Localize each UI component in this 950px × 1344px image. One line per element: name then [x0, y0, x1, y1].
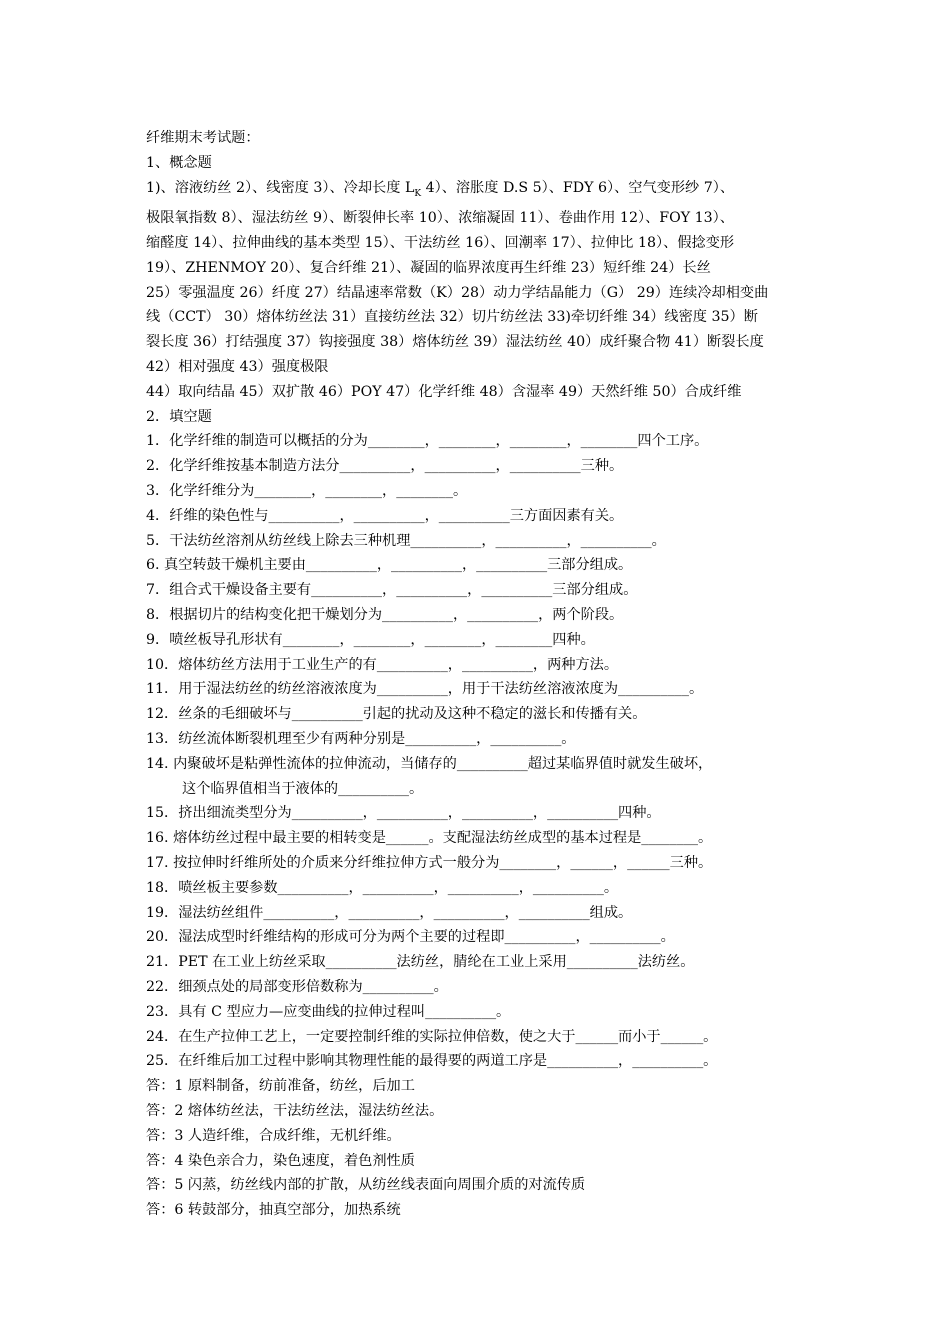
fill-item: 19．湿法纺丝组件__________，__________，__________，__________组成。	[146, 904, 633, 921]
fill-item: 20．湿法成型时纤维结构的形成可分为两个主要的过程即__________，__________。	[146, 929, 675, 946]
answer-line: 答：2 熔体纺丝法，干法纺丝法，湿法纺丝法。	[146, 1102, 444, 1119]
fill-item: 25．在纤维后加工过程中影响其物理性能的最得要的两道工序是__________，__________。	[146, 1053, 718, 1070]
fill-item: 13．纺丝流体断裂机理至少有两种分别是__________，__________。	[146, 730, 576, 747]
concept-line: 缩醛度 14）、拉伸曲线的基本类型 15）、干法纺丝 16）、回潮率 17）、拉伸比 18）、假捻变形	[146, 235, 735, 252]
fill-item: 5．干法纺丝溶剂从纺丝线上除去三种机理__________，__________，__________。	[146, 532, 666, 549]
answer-line: 答：6 转鼓部分，抽真空部分，加热系统	[146, 1202, 401, 1219]
fill-item: 16. 熔体纺丝过程中最主要的相转变是______。支配湿法纺丝成型的基本过程是________。	[146, 830, 713, 847]
fill-item: 15．挤出细流类型分为__________，__________，__________，__________四种。	[146, 805, 661, 822]
section-heading-fill-in: 2．填空题	[146, 408, 212, 425]
fill-item-continuation: 这个临界值相当于液体的__________。	[182, 780, 424, 797]
doc-title: 纤维期末考试题：	[146, 130, 260, 146]
fill-item: 7．组合式干燥设备主要有__________，__________，__________三部分组成。	[146, 582, 638, 599]
document-page	[146, 126, 826, 1223]
concept-line: 裂长度 36）打结强度 37）钩接强度 38）熔体纺丝 39）湿法纺丝 40）成纤聚合物 41）断裂长度	[146, 334, 764, 351]
fill-item: 8．根据切片的结构变化把干燥划分为__________，__________，两个阶段。	[146, 606, 624, 623]
fill-item: 3．化学纤维分为________，________，________。	[146, 482, 468, 499]
answer-line: 答：4 染色亲合力，染色速度，着色剂性质	[146, 1152, 415, 1169]
concept-line: 42）相对强度 43）强度极限	[146, 359, 329, 375]
fill-item: 24．在生产拉伸工艺上，一定要控制纤维的实际拉伸倍数，使之大于______而小于______。	[146, 1028, 718, 1045]
concept-line: 1)、溶液纺丝 2）、线密度 3）、冷却长度 $L_K$ 4）、溶胀度 D.S 5）、FDY 6）、空气变形纱 7）、	[146, 179, 735, 199]
fill-item: 14. 内聚破坏是粘弹性流体的拉伸流动，当储存的__________超过某临界值时就发生破坏，	[146, 755, 713, 772]
fill-item: 1．化学纤维的制造可以概括的分为________，________，________，________四个工序。	[146, 433, 709, 450]
fill-item: 4．纤维的染色性与__________，__________，__________三方面因素有关。	[146, 507, 624, 524]
answer-line: 答：3 人造纤维，合成纤维，无机纤维。	[146, 1127, 401, 1144]
fill-item: 17. 按拉伸时纤维所处的介质来分纤维拉伸方式一般分为________，______，______三种。	[146, 854, 713, 871]
concept-line: 极限氧指数 8）、湿法纺丝 9）、断裂伸长率 10）、浓缩凝固 11）、卷曲作用 12）、FOY 13）、	[146, 210, 734, 227]
fill-item: 12．丝条的毛细破坏与__________引起的扰动及这种不稳定的滋长和传播有关。	[146, 706, 647, 723]
concept-line: 19）、ZHENMOY 20）、复合纤维 21）、凝固的临界浓度再生纤维 23）短纤维 24）长丝	[146, 259, 711, 276]
section-heading-concepts: 1、概念题	[146, 154, 212, 171]
answer-line: 答：1 原料制备，纺前准备，纺丝，后加工	[146, 1078, 415, 1095]
concept-line: 44）取向结晶 45）双扩散 46）POY 47）化学纤维 48）含湿率 49）天然纤维 50）合成纤维	[146, 383, 742, 400]
answer-line: 答：5 闪蒸，纺丝线内部的扩散，从纺丝线表面向周围介质的对流传质	[146, 1177, 586, 1194]
fill-item: 23．具有 C 型应力—应变曲线的拉伸过程叫__________。	[146, 1003, 511, 1020]
fill-item: 2．化学纤维按基本制造方法分__________，__________，__________三种。	[146, 458, 624, 475]
fill-item: 22．细颈点处的局部变形倍数称为__________。	[146, 978, 448, 995]
concept-line: 25）零强温度 26）纤度 27）结晶速率常数（K）28）动力学结晶能力（G） 29）连续冷却相变曲	[146, 284, 769, 301]
fill-item: 10．熔体纺丝方法用于工业生产的有__________，__________，两种方法。	[146, 656, 619, 673]
fill-item: 18．喷丝板主要参数__________，__________，__________，__________。	[146, 879, 619, 896]
fill-item: 21．PET 在工业上纺丝采取__________法纺丝，腈纶在工业上采用__________法纺丝。	[146, 954, 695, 971]
fill-item: 11．用于湿法纺丝的纺丝溶液浓度为__________，用于干法纺丝溶液浓度为__________。	[146, 681, 704, 698]
fill-item: 9．喷丝板导孔形状有________，________，________，________四种。	[146, 631, 595, 648]
concept-line: 线（CCT） 30）熔体纺丝法 31）直接纺丝法 32）切片纺丝法 33)牵切纤维 34）线密度 35）断	[146, 309, 758, 326]
fill-item: 6. 真空转鼓干燥机主要由__________，__________，__________三部分组成。	[146, 557, 633, 574]
